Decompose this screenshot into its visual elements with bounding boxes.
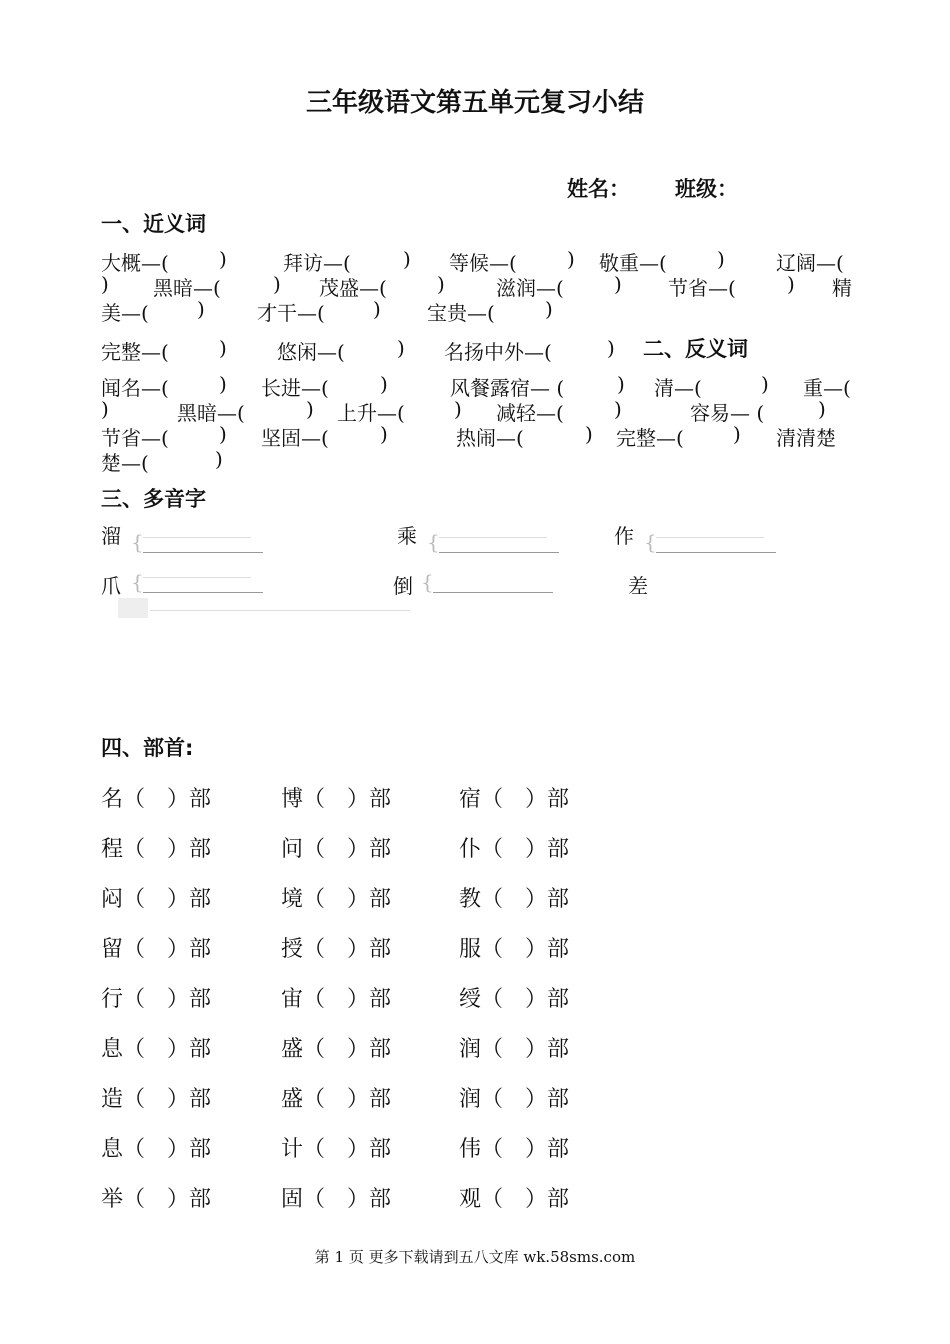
- radical-question: [459, 1082, 569, 1113]
- radical-char: 博: [281, 787, 304, 812]
- blank-close: ): [585, 422, 593, 446]
- synonym-item: 等候—(: [449, 251, 517, 275]
- section-heading-antonyms: 二、反义词: [643, 337, 748, 361]
- blank-close: ): [717, 247, 725, 271]
- radical-suffix: 部: [547, 1037, 570, 1062]
- radical-char: 宙: [281, 987, 304, 1012]
- blank-close: ): [101, 397, 109, 421]
- synonym-item: 名扬中外—(: [444, 340, 552, 364]
- answer-blank[interactable]: （ ）: [123, 1037, 190, 1062]
- radical-question: [101, 1032, 211, 1063]
- radical-char: 境: [281, 887, 304, 912]
- radical-char: 行: [101, 987, 124, 1012]
- radical-char: 举: [101, 1187, 124, 1212]
- radical-suffix: 部: [189, 987, 212, 1012]
- radical-char: 润: [459, 1087, 482, 1112]
- radical-suffix: 部: [369, 1037, 392, 1062]
- antonym-item: 坚固—(: [261, 426, 329, 450]
- name-label: 姓名：: [567, 177, 630, 201]
- radical-question: [459, 782, 569, 813]
- synonym-item: 敬重—(: [599, 251, 667, 275]
- radical-suffix: 部: [547, 787, 570, 812]
- radical-question: [459, 1132, 569, 1163]
- radical-char: 授: [281, 937, 304, 962]
- answer-line: [656, 537, 764, 538]
- class-label: 班级：: [675, 177, 738, 201]
- blank-close: ): [380, 422, 388, 446]
- radical-question: [281, 932, 391, 963]
- answer-blank[interactable]: （ ）: [481, 1137, 548, 1162]
- polyphone-char: 溜: [101, 524, 121, 548]
- blank-close: ): [219, 247, 227, 271]
- antonym-item: 热闹—(: [456, 426, 524, 450]
- polyphone-char: 作: [614, 524, 634, 548]
- radical-question: [281, 1182, 391, 1213]
- brace-icon: {: [644, 530, 657, 554]
- blank-close: ): [567, 247, 575, 271]
- radical-question: [281, 832, 391, 863]
- radical-question: [281, 882, 391, 913]
- radical-char: 留: [101, 937, 124, 962]
- antonym-item: 容易— (: [690, 401, 765, 425]
- blank-close: ): [101, 272, 109, 296]
- answer-line: [433, 592, 553, 593]
- radical-char: 造: [101, 1087, 124, 1112]
- radical-char: 计: [281, 1137, 304, 1162]
- synonym-item: 黑暗—(: [153, 276, 221, 300]
- radical-question: [101, 782, 211, 813]
- blank-close: ): [545, 297, 553, 321]
- radical-char: 固: [281, 1187, 304, 1212]
- radical-suffix: 部: [189, 887, 212, 912]
- polyphone-char: 乘: [397, 524, 417, 548]
- antonym-item: 重—(: [803, 376, 851, 400]
- radical-question: [101, 932, 211, 963]
- radical-char: 伟: [459, 1137, 482, 1162]
- answer-line: [439, 552, 559, 553]
- radical-char: 息: [101, 1037, 124, 1062]
- answer-blank[interactable]: （ ）: [303, 1087, 370, 1112]
- radical-suffix: 部: [547, 1187, 570, 1212]
- answer-blank[interactable]: （ ）: [303, 937, 370, 962]
- radical-question: [281, 1032, 391, 1063]
- radical-suffix: 部: [189, 1137, 212, 1162]
- synonym-item: 完整—(: [101, 340, 169, 364]
- radical-char: 观: [459, 1187, 482, 1212]
- blank-close: ): [219, 336, 227, 360]
- radical-question: [459, 832, 569, 863]
- radical-char: 宿: [459, 787, 482, 812]
- radical-suffix: 部: [189, 937, 212, 962]
- blank-close: ): [197, 297, 205, 321]
- answer-blank[interactable]: （ ）: [481, 987, 548, 1012]
- polyphone-char: 倒: [393, 574, 413, 598]
- antonym-item: 楚—(: [101, 451, 149, 475]
- answer-blank[interactable]: （ ）: [303, 1137, 370, 1162]
- answer-line: [143, 552, 263, 553]
- answer-blank[interactable]: （ ）: [303, 987, 370, 1012]
- antonym-item: 节省—(: [101, 426, 169, 450]
- brace-icon: {: [131, 530, 144, 554]
- antonym-item: 清—(: [654, 376, 702, 400]
- blank-close: ): [219, 372, 227, 396]
- radical-char: 盛: [281, 1087, 304, 1112]
- blank-close: ): [607, 336, 615, 360]
- answer-line: [656, 552, 776, 553]
- radical-suffix: 部: [189, 1037, 212, 1062]
- synonym-item: 悠闲—(: [277, 340, 345, 364]
- synonym-item: 精: [832, 276, 852, 300]
- blank-close: ): [614, 272, 622, 296]
- answer-line: [143, 577, 251, 578]
- radical-suffix: 部: [369, 1087, 392, 1112]
- brace-icon: {: [131, 570, 144, 594]
- answer-blank[interactable]: （ ）: [123, 787, 190, 812]
- blank-close: ): [306, 397, 314, 421]
- synonym-item: 滋润—(: [496, 276, 564, 300]
- brace-icon: {: [421, 570, 434, 594]
- answer-line: [439, 537, 547, 538]
- radical-suffix: 部: [547, 1137, 570, 1162]
- radical-char: 服: [459, 937, 482, 962]
- answer-blank[interactable]: （ ）: [123, 937, 190, 962]
- blank-close: ): [373, 297, 381, 321]
- section-heading-polyphones: 三、多音字: [101, 487, 206, 511]
- synonym-item: 辽阔—(: [776, 251, 844, 275]
- brace-icon: {: [427, 530, 440, 554]
- radical-suffix: 部: [547, 987, 570, 1012]
- synonym-item: 大概—(: [101, 251, 169, 275]
- radical-char: 盛: [281, 1037, 304, 1062]
- blank-close: ): [403, 247, 411, 271]
- radical-question: [281, 1082, 391, 1113]
- answer-blank[interactable]: （ ）: [481, 837, 548, 862]
- blank-close: ): [219, 422, 227, 446]
- blank-close: ): [437, 272, 445, 296]
- radical-suffix: 部: [189, 787, 212, 812]
- answer-blank[interactable]: （ ）: [303, 837, 370, 862]
- answer-blank[interactable]: （ ）: [481, 1037, 548, 1062]
- answer-blank[interactable]: （ ）: [123, 1187, 190, 1212]
- antonym-item: 风餐露宿— (: [450, 376, 565, 400]
- radical-char: 教: [459, 887, 482, 912]
- synonym-item: 拜访—(: [283, 251, 351, 275]
- radical-suffix: 部: [189, 837, 212, 862]
- radical-char: 名: [101, 787, 124, 812]
- answer-blank[interactable]: （ ）: [481, 887, 548, 912]
- faint-line: [150, 610, 410, 611]
- radical-question: [101, 1082, 211, 1113]
- radical-question: [101, 882, 211, 913]
- radical-question: [101, 1132, 211, 1163]
- radical-question: [459, 1032, 569, 1063]
- blank-close: ): [215, 447, 223, 471]
- radical-char: 仆: [459, 837, 482, 862]
- blank-close: ): [614, 397, 622, 421]
- blank-close: ): [454, 397, 462, 421]
- antonym-item: 长进—(: [261, 376, 329, 400]
- synonym-item: 茂盛—(: [319, 276, 387, 300]
- synonym-item: 美—(: [101, 301, 149, 325]
- answer-blank[interactable]: （ ）: [303, 787, 370, 812]
- answer-line: [143, 537, 251, 538]
- blank-close: ): [617, 372, 625, 396]
- synonym-item: 节省—(: [668, 276, 736, 300]
- answer-blank[interactable]: （ ）: [123, 1137, 190, 1162]
- faint-mark: [118, 598, 148, 618]
- page-title: 三年级语文第五单元复习小结: [305, 88, 644, 118]
- radical-question: [101, 982, 211, 1013]
- antonym-item: 上升—(: [337, 401, 405, 425]
- radical-suffix: 部: [189, 1087, 212, 1112]
- synonym-item: 才干—(: [257, 301, 325, 325]
- antonym-item: 完整—(: [616, 426, 684, 450]
- radical-question: [101, 832, 211, 863]
- answer-blank[interactable]: （ ）: [123, 987, 190, 1012]
- radical-question: [459, 982, 569, 1013]
- radical-suffix: 部: [369, 787, 392, 812]
- answer-blank[interactable]: （ ）: [481, 1087, 548, 1112]
- antonym-item: 减轻—(: [496, 401, 564, 425]
- radical-question: [101, 1182, 211, 1213]
- antonym-item: 闻名—(: [101, 376, 169, 400]
- answer-blank[interactable]: （ ）: [481, 1187, 548, 1212]
- radical-question: [281, 982, 391, 1013]
- answer-blank[interactable]: （ ）: [123, 1087, 190, 1112]
- radical-question: [281, 1132, 391, 1163]
- radical-suffix: 部: [369, 987, 392, 1012]
- section-heading-synonyms: 一、近义词: [101, 212, 206, 236]
- radical-char: 问: [281, 837, 304, 862]
- answer-blank[interactable]: （ ）: [481, 787, 548, 812]
- page-footer: 第 1 页 更多下载请到五八文库 wk.58sms.com: [314, 1248, 636, 1266]
- radical-suffix: 部: [369, 937, 392, 962]
- radical-question: [459, 882, 569, 913]
- blank-close: ): [761, 372, 769, 396]
- blank-close: ): [273, 272, 281, 296]
- blank-close: ): [787, 272, 795, 296]
- answer-blank[interactable]: （ ）: [123, 837, 190, 862]
- radical-suffix: 部: [547, 887, 570, 912]
- polyphone-char: 爪: [101, 574, 121, 598]
- polyphone-char: 差: [628, 574, 648, 598]
- radical-suffix: 部: [369, 887, 392, 912]
- radical-question: [459, 1182, 569, 1213]
- radical-suffix: 部: [189, 1187, 212, 1212]
- synonym-item: 宝贵—(: [427, 301, 495, 325]
- radical-char: 程: [101, 837, 124, 862]
- section-heading-radicals: 四、部首:: [101, 736, 194, 760]
- radical-suffix: 部: [547, 837, 570, 862]
- antonym-item: 黑暗—(: [177, 401, 245, 425]
- antonym-item: 清清楚: [776, 426, 836, 450]
- blank-close: ): [733, 422, 741, 446]
- radical-char: 绶: [459, 987, 482, 1012]
- radical-char: 润: [459, 1037, 482, 1062]
- radical-char: 闷: [101, 887, 124, 912]
- radical-char: 息: [101, 1137, 124, 1162]
- radical-suffix: 部: [369, 1187, 392, 1212]
- radical-suffix: 部: [369, 837, 392, 862]
- answer-blank[interactable]: （ ）: [303, 1037, 370, 1062]
- radical-suffix: 部: [547, 937, 570, 962]
- radical-suffix: 部: [547, 1087, 570, 1112]
- radical-question: [459, 932, 569, 963]
- answer-line: [143, 592, 263, 593]
- answer-blank[interactable]: （ ）: [481, 937, 548, 962]
- answer-blank[interactable]: （ ）: [303, 1187, 370, 1212]
- blank-close: ): [818, 397, 826, 421]
- blank-close: ): [380, 372, 388, 396]
- answer-blank[interactable]: （ ）: [303, 887, 370, 912]
- blank-close: ): [397, 336, 405, 360]
- radical-suffix: 部: [369, 1137, 392, 1162]
- answer-blank[interactable]: （ ）: [123, 887, 190, 912]
- radical-question: [281, 782, 391, 813]
